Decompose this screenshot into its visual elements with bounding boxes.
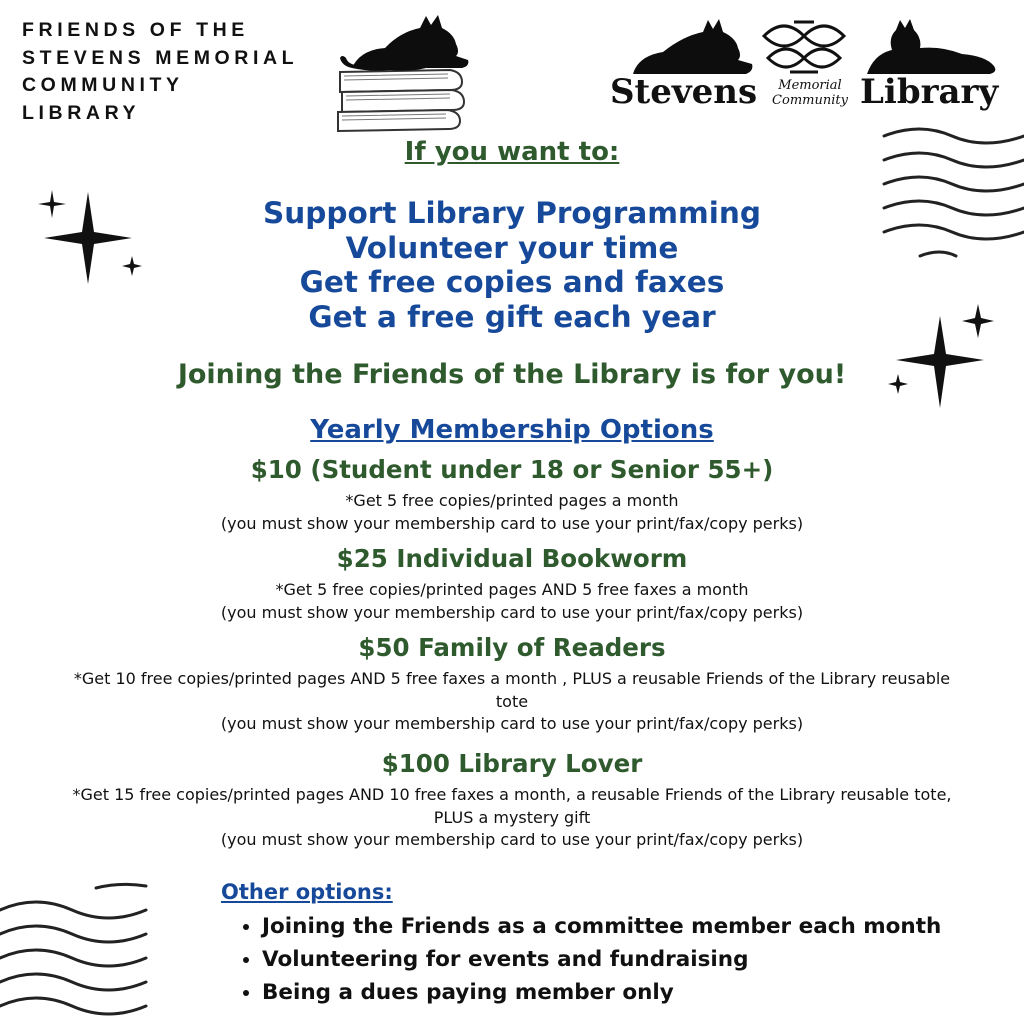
other-option-item: • Volunteering for events and fundraising — [262, 943, 941, 976]
tier-perk-line: *Get 10 free copies/printed pages AND 5 free faxes a month , PLUS a reusable Friends of the Library reusable — [73, 669, 951, 688]
org-title-line: FRIENDS OF THE — [22, 19, 249, 41]
logo-word-memorial-community — [768, 78, 852, 108]
reason-item: Get free copies and faxes — [299, 265, 725, 299]
org-title — [22, 17, 298, 127]
org-title-line: STEVENS MEMORIAL — [22, 46, 299, 69]
right-cat-silhouette — [862, 16, 1002, 76]
wave-lines-decoration — [0, 880, 150, 1024]
org-title-line: LIBRARY — [22, 101, 141, 124]
left-cat-silhouette — [628, 16, 758, 76]
org-title-line: COMMUNITY — [22, 74, 184, 96]
tier-note: (you must show your membership card to use your print/fax/copy perks) — [220, 602, 804, 622]
other-options-list — [228, 910, 941, 1009]
logo-word-memorial: Memorial — [778, 78, 842, 93]
tier-title: $25 Individual Bookworm — [336, 544, 688, 573]
tier-note: (you must show your membership card to use your print/fax/copy perks) — [220, 830, 804, 849]
tier-perk-line: tote — [495, 691, 529, 711]
tier-note: (you must show your membership card to use your print/fax/copy perks) — [220, 714, 804, 733]
tier-perks — [0, 668, 1024, 736]
tier-perks — [0, 784, 1024, 852]
reason-item: Support Library Programming — [263, 196, 761, 230]
other-option-item: • Joining the Friends as a committee member each month — [262, 910, 941, 943]
tier-perk-line: *Get 5 free copies/printed pages AND 5 free faxes a month — [275, 580, 749, 599]
cat-on-books-illustration — [330, 10, 475, 132]
library-logo — [608, 12, 1004, 122]
other-option-item: • Being a dues paying member only — [262, 976, 941, 1009]
tier-perk-line: *Get 15 free copies/printed pages AND 10 free faxes a month, a reusable Friends of the Library reusable tote, — [72, 785, 952, 804]
reason-item: Volunteer your time — [345, 230, 679, 265]
intro-heading: If you want to: — [404, 137, 620, 167]
tier-note: (you must show your membership card to use your print/fax/copy perks) — [220, 513, 804, 533]
membership-heading: Yearly Membership Options — [310, 415, 714, 445]
logo-word-library: Library — [860, 72, 999, 112]
tier-title: $50 Family of Readers — [358, 633, 666, 662]
other-options-heading: Other options: — [221, 880, 393, 904]
reasons-list — [0, 196, 1024, 334]
tier-perk-line: PLUS a mystery gift — [433, 807, 591, 827]
logo-word-stevens: Stevens — [610, 72, 758, 112]
logo-word-community: Community — [772, 93, 848, 108]
tier-title: $10 (Student under 18 or Senior 55+) — [250, 455, 774, 484]
tier-perk-line: *Get 5 free copies/printed pages a month — [345, 491, 679, 510]
tagline: Joining the Friends of the Library is for you! — [177, 359, 847, 390]
tier-title: $100 Library Lover — [381, 749, 643, 778]
ornament-icon — [754, 14, 854, 80]
tier-perks — [0, 490, 1024, 535]
reason-item: Get a free gift each year — [308, 299, 716, 334]
tier-perks — [0, 579, 1024, 624]
